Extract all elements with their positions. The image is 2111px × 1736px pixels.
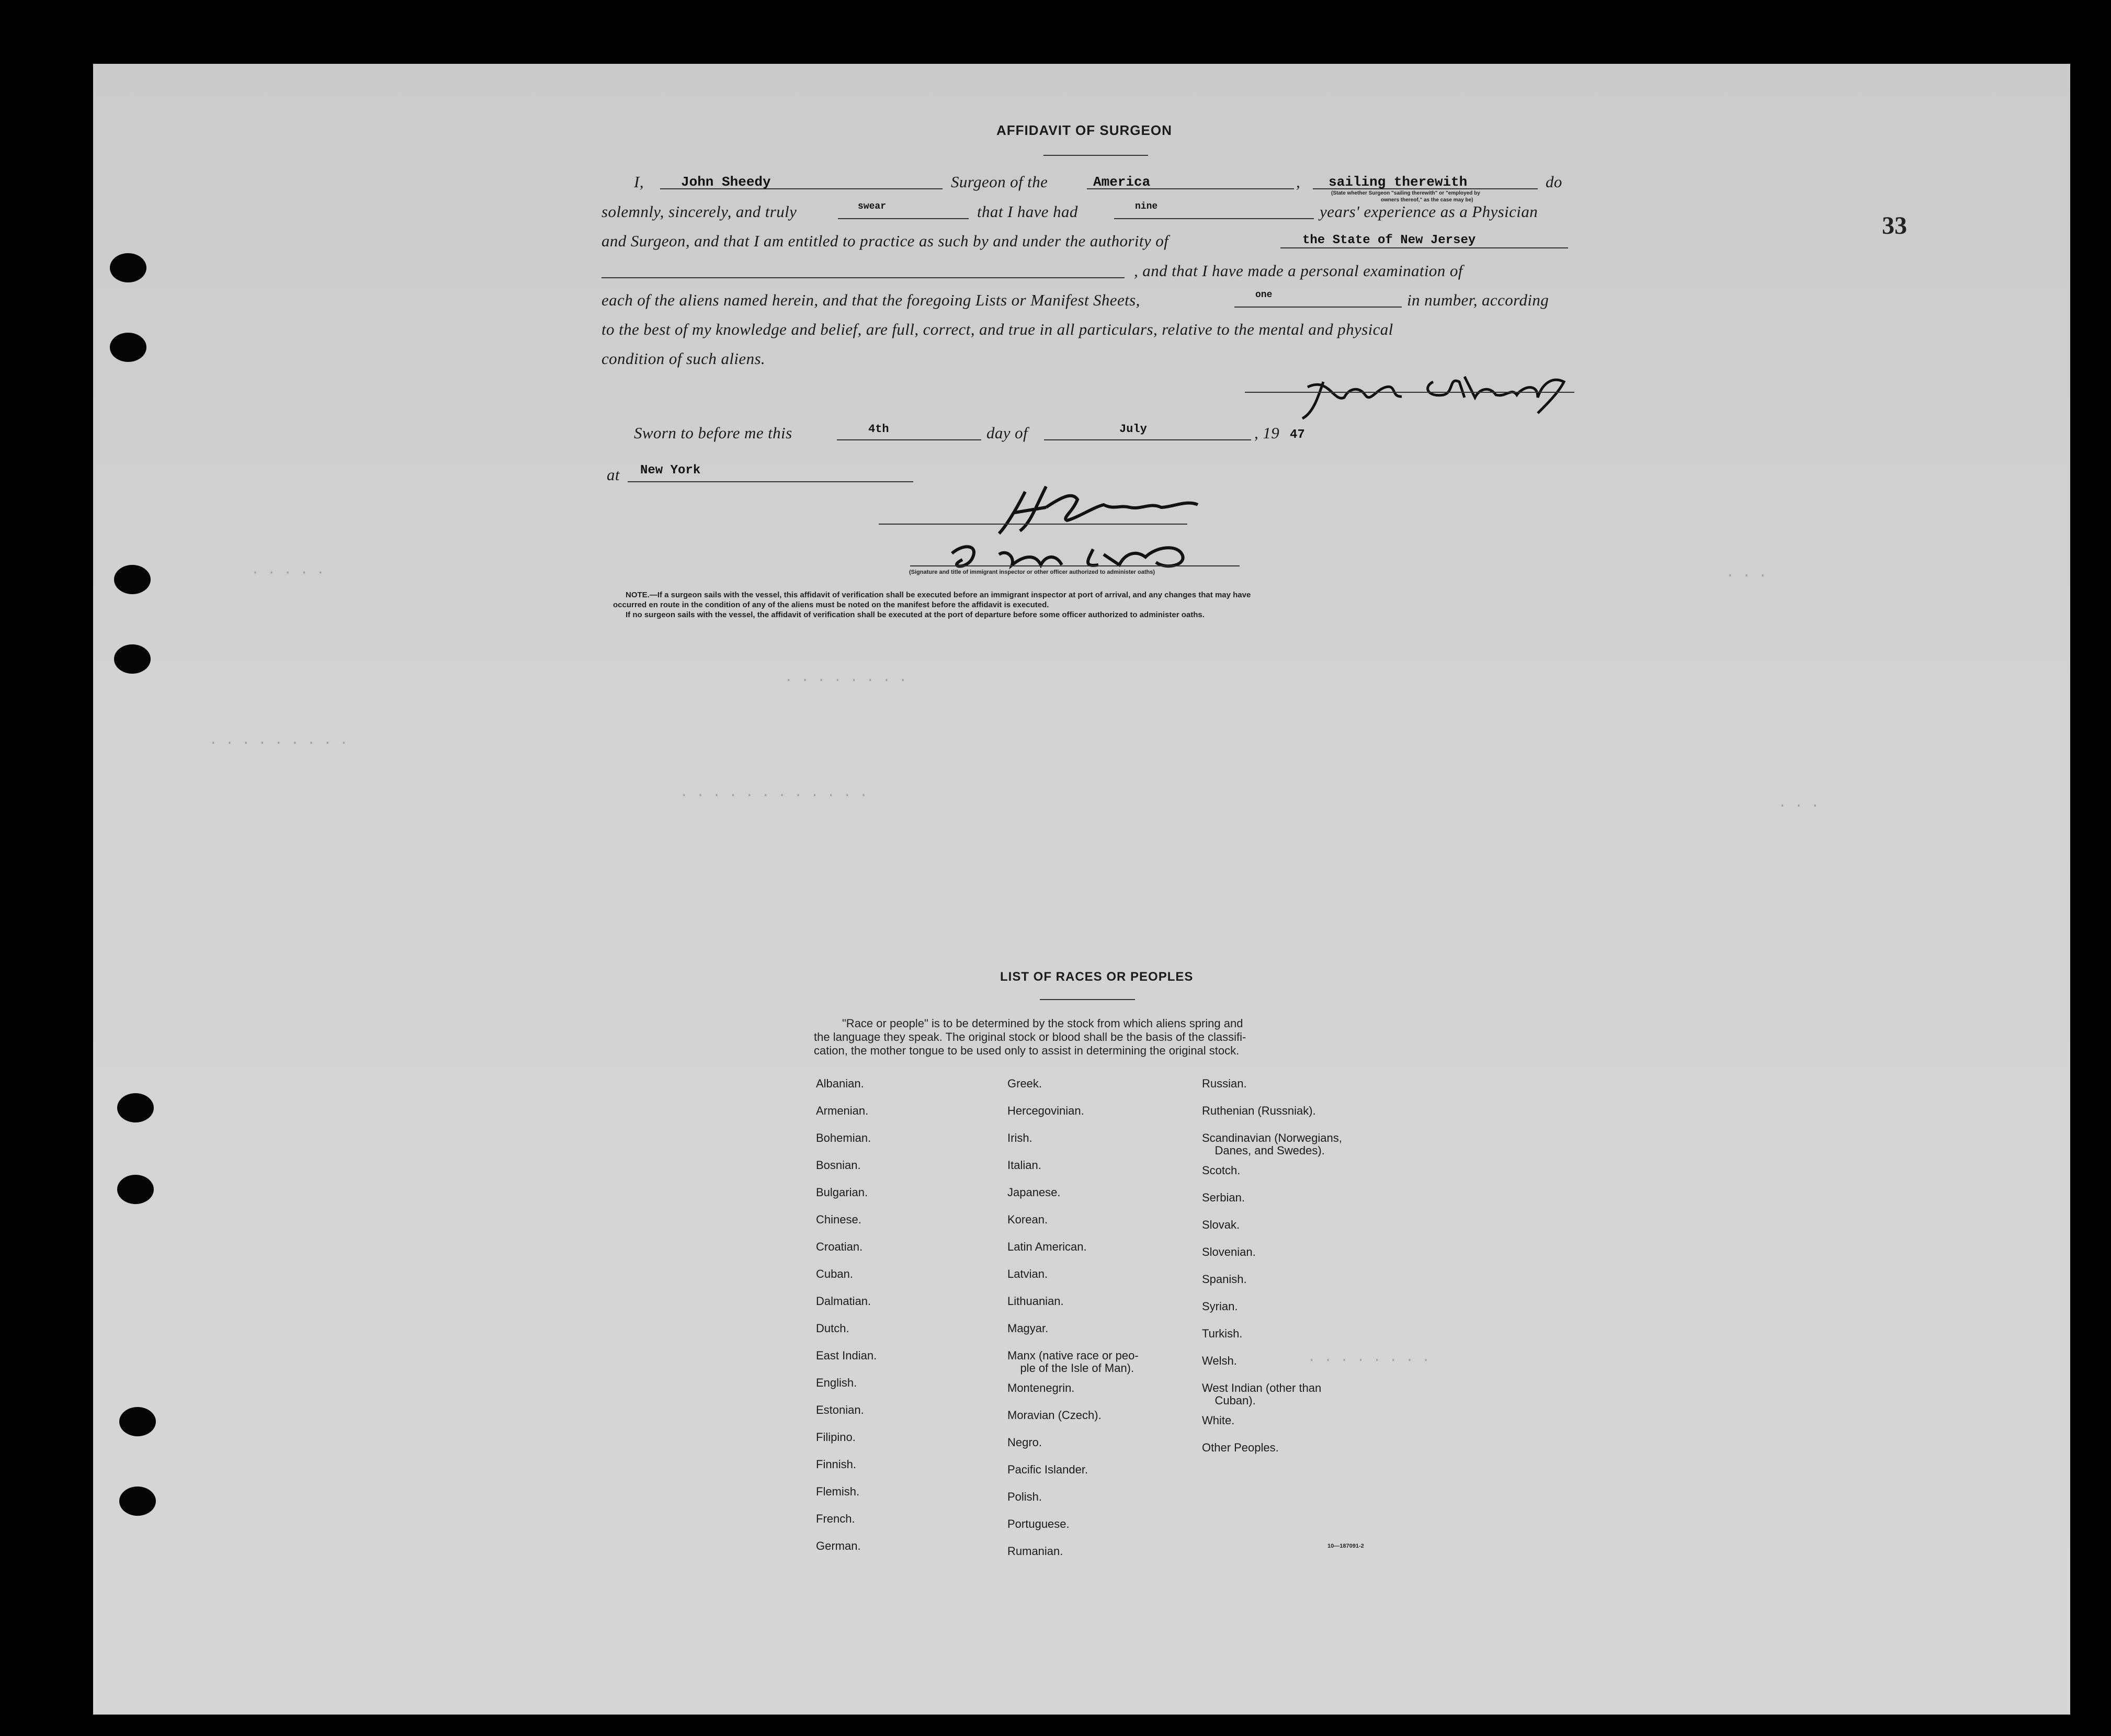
affidavit-text: condition of such aliens. bbox=[601, 349, 766, 368]
race-item: Other Peoples. bbox=[1202, 1441, 1279, 1454]
sworn-text: , 19 bbox=[1254, 424, 1280, 442]
affidavit-text: solemnly, sincerely, and truly bbox=[601, 202, 797, 221]
sworn-text: Sworn to before me this bbox=[634, 424, 792, 442]
race-item: Latin American. bbox=[1007, 1240, 1087, 1253]
surgeon-status: sailing therewith bbox=[1329, 174, 1468, 190]
surgeon-name: John Sheedy bbox=[681, 174, 771, 190]
note-line: NOTE.—If a surgeon sails with the vessel, this affidavit of verification shall be executed before an immigrant inspector at port of arrival, and any changes that may have bbox=[626, 591, 1251, 599]
race-item: Greek. bbox=[1007, 1077, 1042, 1090]
race-item: Moravian (Czech). bbox=[1007, 1409, 1102, 1422]
race-item: Korean. bbox=[1007, 1213, 1048, 1226]
race-item: Negro. bbox=[1007, 1436, 1042, 1449]
race-item: Chinese. bbox=[816, 1213, 861, 1226]
affidavit-text: Surgeon of the bbox=[951, 173, 1048, 191]
affidavit-text: , and that I have made a personal examination of bbox=[1134, 262, 1463, 280]
affidavit-text: years' experience as a Physician bbox=[1320, 202, 1538, 221]
race-item: Dalmatian. bbox=[816, 1295, 871, 1308]
sworn-place: New York bbox=[640, 463, 701, 478]
race-item: Bulgarian. bbox=[816, 1186, 868, 1199]
affidavit-text: and Surgeon, and that I am entitled to practice as such by and under the authority of bbox=[601, 232, 1169, 250]
binder-hole bbox=[114, 644, 151, 674]
race-item: Montenegrin. bbox=[1007, 1381, 1075, 1394]
race-item: Russian. bbox=[1202, 1077, 1247, 1090]
race-item: Japanese. bbox=[1007, 1186, 1061, 1199]
licensing-authority: the State of New Jersey bbox=[1302, 233, 1476, 247]
binder-hole bbox=[110, 333, 146, 362]
race-item: Lithuanian. bbox=[1007, 1295, 1064, 1308]
form-code: 10—187091-2 bbox=[1327, 1543, 1364, 1549]
races-intro: "Race or people" is to be determined by the stock from which aliens spring and bbox=[842, 1017, 1243, 1030]
sheets-count: one bbox=[1255, 290, 1273, 300]
race-item: Cuban. bbox=[816, 1267, 853, 1280]
race-item: Scotch. bbox=[1202, 1164, 1241, 1177]
race-item: Ruthenian (Russniak). bbox=[1202, 1104, 1316, 1117]
status-note: (State whether Surgeon "sailing therewith" or "employed by bbox=[1331, 190, 1480, 196]
binder-hole bbox=[119, 1407, 156, 1436]
affidavit-text: I, bbox=[634, 173, 644, 191]
affidavit-text: , bbox=[1296, 173, 1301, 191]
race-item: Serbian. bbox=[1202, 1191, 1245, 1204]
race-item: White. bbox=[1202, 1414, 1235, 1427]
race-item: Pacific Islander. bbox=[1007, 1463, 1088, 1476]
race-item: Slovak. bbox=[1202, 1218, 1240, 1231]
years-experience: nine bbox=[1135, 201, 1158, 212]
races-intro: the language they speak. The original stock or blood shall be the basis of the classifi- bbox=[814, 1030, 1246, 1043]
races-title: LIST OF RACES OR PEOPLES bbox=[1000, 970, 1194, 984]
affidavit-title: AFFIDAVIT OF SURGEON bbox=[996, 122, 1172, 138]
race-item: German. bbox=[816, 1539, 861, 1552]
note-line: occurred en route in the condition of any of the aliens must be noted on the manifest before the affidavit is executed. bbox=[613, 600, 1049, 609]
binder-hole bbox=[114, 565, 151, 594]
race-item: Filipino. bbox=[816, 1431, 856, 1444]
races-intro: cation, the mother tongue to be used only to assist in determining the original stock. bbox=[814, 1044, 1240, 1057]
race-item: English. bbox=[816, 1376, 857, 1389]
page-number: 33 bbox=[1882, 212, 1907, 240]
surgeon-signature bbox=[1245, 366, 1580, 424]
race-item: Latvian. bbox=[1007, 1267, 1048, 1280]
race-item: French. bbox=[816, 1512, 855, 1525]
bleed-through-text: · · · · · . . . . . . . . . . . . . . . . . . . . . . . . . . . . . . . . . . . . . . . . . . . bbox=[209, 565, 1820, 1365]
title-underline bbox=[1043, 155, 1148, 156]
binder-hole bbox=[119, 1487, 156, 1516]
race-item: Bohemian. bbox=[816, 1131, 871, 1144]
status-note: owners thereof," as the case may be) bbox=[1381, 197, 1473, 203]
affidavit-text: that I have had bbox=[977, 202, 1078, 221]
race-item: Scandinavian (Norwegians, Danes, and Swedes). bbox=[1202, 1131, 1342, 1157]
vessel-name: America bbox=[1093, 174, 1151, 190]
race-item: Finnish. bbox=[816, 1458, 857, 1471]
officer-signature bbox=[873, 476, 1261, 581]
note-line: If no surgeon sails with the vessel, the affidavit of verification shall be executed at the port of departure before some officer authorized to administer oaths. bbox=[626, 610, 1205, 619]
race-item: Syrian. bbox=[1202, 1300, 1238, 1313]
sworn-day: 4th bbox=[868, 423, 889, 436]
race-item: Turkish. bbox=[1202, 1327, 1243, 1340]
affidavit-text: do bbox=[1546, 173, 1562, 191]
race-item: Irish. bbox=[1007, 1131, 1032, 1144]
race-item: Portuguese. bbox=[1007, 1517, 1070, 1530]
affidavit-text: each of the aliens named herein, and that the foregoing Lists or Manifest Sheets, bbox=[601, 291, 1140, 309]
race-item: Armenian. bbox=[816, 1104, 869, 1117]
race-item: Bosnian. bbox=[816, 1159, 861, 1172]
race-item: Estonian. bbox=[816, 1403, 864, 1416]
races-title-underline bbox=[1040, 999, 1135, 1000]
race-item: Albanian. bbox=[816, 1077, 864, 1090]
sworn-month: July bbox=[1119, 423, 1147, 436]
affidavit-text: to the best of my knowledge and belief, are full, correct, and true in all particulars, relative to the mental and physical bbox=[601, 320, 1393, 338]
sworn-text: day of bbox=[986, 424, 1028, 442]
race-item: Italian. bbox=[1007, 1159, 1041, 1172]
sworn-year: 47 bbox=[1290, 428, 1305, 442]
at-label: at bbox=[607, 466, 620, 484]
race-item: Manx (native race or peo- ple of the Isle of Man). bbox=[1007, 1349, 1139, 1375]
race-item: Rumanian. bbox=[1007, 1545, 1063, 1558]
race-item: Polish. bbox=[1007, 1490, 1042, 1503]
race-item: Dutch. bbox=[816, 1322, 849, 1335]
race-item: East Indian. bbox=[816, 1349, 877, 1362]
race-item: Spanish. bbox=[1202, 1273, 1247, 1286]
binder-hole bbox=[117, 1175, 154, 1204]
race-item: Croatian. bbox=[816, 1240, 863, 1253]
race-item: Slovenian. bbox=[1202, 1245, 1256, 1258]
race-item: West Indian (other than Cuban). bbox=[1202, 1381, 1322, 1407]
race-item: Flemish. bbox=[816, 1485, 860, 1498]
officer-caption: (Signature and title of immigrant inspector or other officer authorized to administer oaths) bbox=[909, 569, 1155, 575]
oath-word: swear bbox=[858, 201, 887, 212]
race-item: Magyar. bbox=[1007, 1322, 1049, 1335]
binder-hole bbox=[117, 1093, 154, 1122]
binder-hole bbox=[110, 253, 146, 282]
race-item: Welsh. bbox=[1202, 1354, 1237, 1367]
affidavit-text: in number, according bbox=[1407, 291, 1549, 309]
race-item: Hercegovinian. bbox=[1007, 1104, 1084, 1117]
